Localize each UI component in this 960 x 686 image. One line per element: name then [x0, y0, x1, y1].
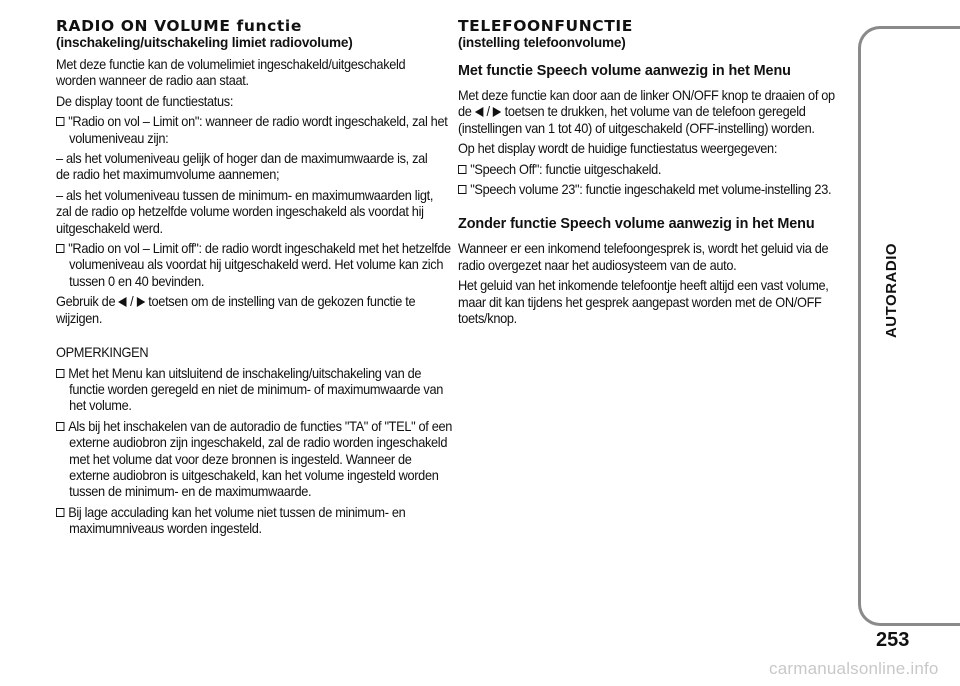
- chapter-tab: [858, 26, 960, 626]
- right-column: [458, 18, 850, 327]
- arrow-keys-instruction: Gebruik de / toetsen om de instelling van de gekozen functie te wijzigen.: [56, 294, 416, 326]
- intro-paragraph: Met deze functie kan de volumelimiet ingeschakeld/uitgeschakeld worden wanneer de radio aan staat.: [56, 57, 406, 89]
- bullet-speech-volume: "Speech volume 23": functie ingeschakeld met volume-instelling 23.: [458, 182, 862, 198]
- bullet-speech-off: "Speech Off": functie uitgeschakeld.: [458, 162, 862, 178]
- checkbox-bullet-icon: [56, 117, 64, 126]
- without-speech-paragraph-2: Het geluid van het inkomende telefoontje heeft altijd een vast volume, maar dit kan tijdens het gesprek aangepast worden met de ON/OFF toets/knop.: [458, 278, 829, 327]
- note-item: Met het Menu kan uitsluitend de inschakeling/uitschakeling van de functie worden geregeld en niet de minimum- of maximumwaarde van het volume.: [56, 366, 453, 415]
- without-speech-paragraph-1: Wanneer er een inkomend telefoongesprek is, wordt het geluid via de radio overgezet naar het audiosysteem van de auto.: [458, 241, 829, 273]
- with-speech-paragraph: Met deze functie kan door aan de linker ON/OFF knop te draaien of op de / toetsen te drukken, het volume van de telefoon geregeld (instellingen van 1 tot 40) of uitgeschakeld (OFF-instelling) worden.: [458, 88, 835, 136]
- section-title-telefoonfunctie: TELEFOONFUNCTIE: [458, 17, 633, 35]
- section-title-radio-on-volume: RADIO ON VOLUME functie: [56, 17, 302, 35]
- note-item: Als bij het inschakelen van de autoradio de functies "TA" of "TEL" of een externe audiobron zijn ingeschakeld, zal de radio worden ingeschakeld met het volume dat voor deze bronnen is ingesteld. Wanneer de externe audiobron is uitgeschakeld, kan het volume ingesteld worden tussen de minimum- en de maximumwaarde.: [56, 419, 453, 501]
- checkbox-bullet-icon: [56, 244, 64, 253]
- checkbox-bullet-icon: [56, 422, 64, 431]
- status-intro: Op het display wordt de huidige functiestatus weergegeven:: [458, 141, 778, 157]
- section-subtitle-radio-on-volume: (inschakeling/uitschakeling limiet radiovolume): [56, 35, 353, 50]
- display-intro: De display toont de functiestatus:: [56, 93, 234, 109]
- checkbox-bullet-icon: [56, 508, 64, 517]
- dash-item-max: – als het volumeniveau gelijk of hoger dan de maximumwaarde is, zal de radio het maximumvolume aannemen;: [56, 151, 428, 183]
- notes-heading: OPMERKINGEN: [56, 345, 149, 361]
- bullet-limit-on: "Radio on vol – Limit on": wanneer de radio wordt ingeschakeld, zal het volumeniveau zijn:: [56, 114, 453, 147]
- arrow-right-icon: [137, 297, 145, 307]
- page-number: 253: [876, 629, 910, 651]
- checkbox-bullet-icon: [458, 185, 466, 194]
- section-subtitle-telefoonfunctie: (instelling telefoonvolume): [458, 35, 626, 50]
- checkbox-bullet-icon: [56, 369, 64, 378]
- left-column: [56, 17, 453, 538]
- note-item: Bij lage acculading kan het volume niet tussen de minimum- en maximumniveaus worden ingesteld.: [56, 505, 453, 538]
- bullet-limit-off: "Radio on vol – Limit off": de radio wordt ingeschakeld met het hetzelfde volumeniveau als voordat hij uitgeschakeld werd. Het volume kan zich tussen 0 en 40 bevinden.: [56, 241, 453, 290]
- watermark: carmanualsonline.info: [769, 659, 939, 678]
- arrow-right-icon: [493, 107, 501, 117]
- checkbox-bullet-icon: [458, 165, 466, 174]
- dash-item-between: – als het volumeniveau tussen de minimum- en maximumwaarden ligt, zal de radio op hetzelfde volume worden ingeschakeld als voordat hij uitgeschakeld werd.: [56, 187, 434, 236]
- chapter-tab-label: AUTORADIO: [883, 242, 901, 338]
- arrow-left-icon: [118, 297, 126, 307]
- heading-without-speech-volume: Zonder functie Speech volume aanwezig in het Menu: [458, 216, 815, 233]
- arrow-left-icon: [475, 107, 483, 117]
- heading-with-speech-volume: Met functie Speech volume aanwezig in het Menu: [458, 63, 791, 79]
